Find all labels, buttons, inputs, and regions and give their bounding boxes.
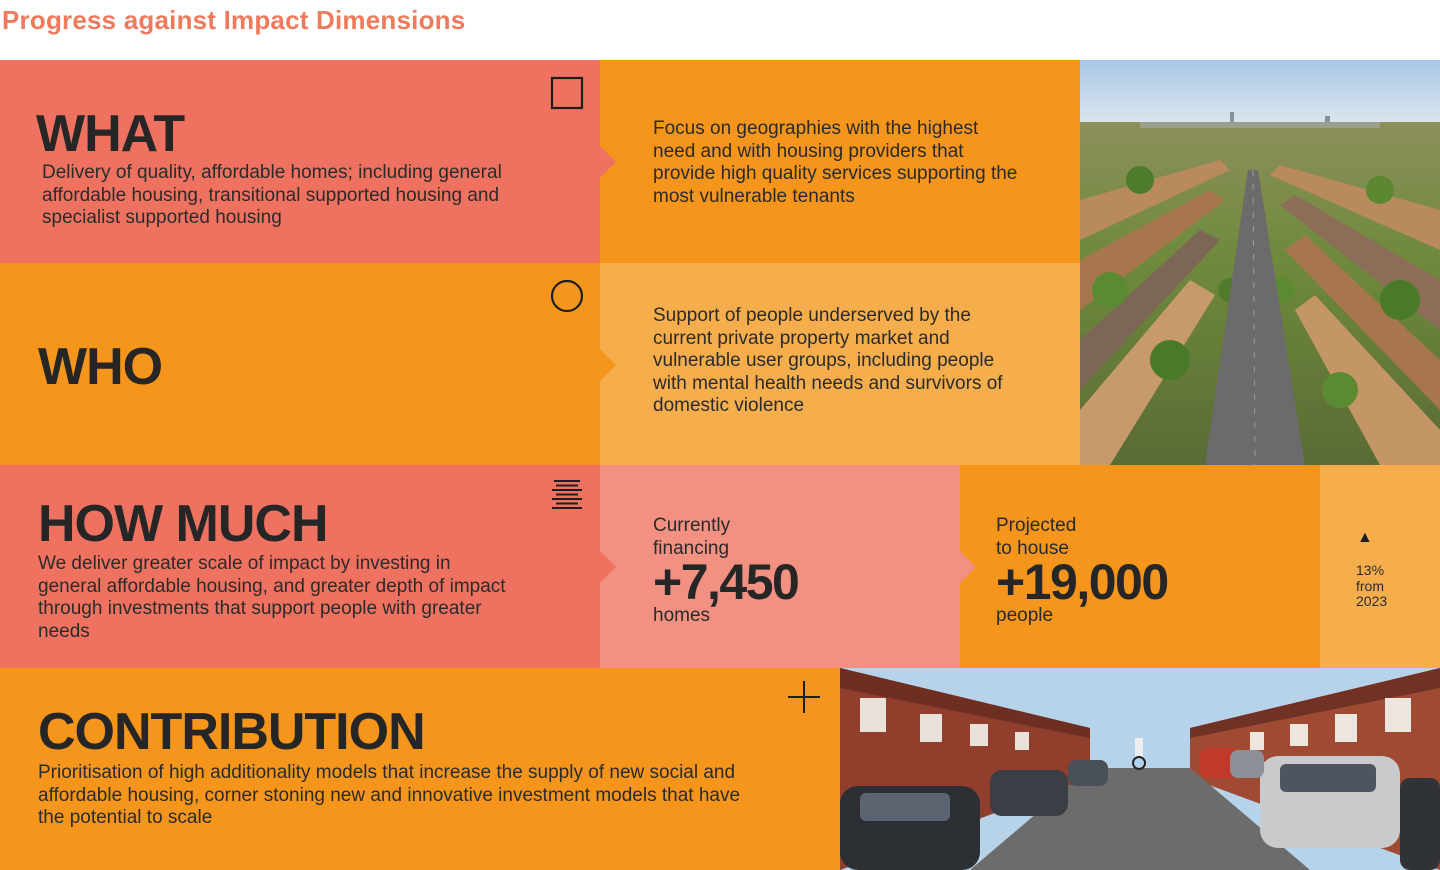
what-notch: [600, 146, 616, 178]
who-heading: WHO: [38, 338, 163, 396]
stat-projected-line1: Projected: [996, 515, 1077, 536]
stat-financing-line2: financing: [653, 537, 730, 559]
what-heading: WHAT: [36, 105, 185, 163]
how-much-heading: HOW MUCH: [38, 495, 328, 553]
page-title: Progress against Impact Dimensions: [2, 5, 466, 35]
what-description: Delivery of quality, affordable homes; including general affordable housing, transitional supported housing and specialist supported housing: [42, 162, 502, 228]
how-much-description: We deliver greater scale of impact by investing in general affordable housing, and greater depth of impact through investments that support people with greater needs: [38, 553, 506, 642]
what-panel: [0, 60, 600, 263]
stat-projected-panel: [960, 465, 1320, 668]
lines-icon: [550, 478, 584, 512]
change-text: [1356, 563, 1387, 610]
plus-icon: [786, 679, 822, 715]
how-much-panel: [0, 465, 600, 668]
stat-projected: [996, 515, 1168, 628]
stat-projected-line2: to house: [996, 537, 1069, 559]
stat-notch: [960, 551, 976, 583]
what-detail: Focus on geographies with the highest need and with housing providers that provide high quality services supporting the most vulnerable tenants: [653, 118, 1018, 207]
up-arrow-icon: ▲: [1357, 529, 1373, 546]
contribution-panel: [0, 668, 840, 870]
change-year: 2023: [1356, 593, 1388, 609]
circle-icon: [549, 278, 585, 314]
square-icon: [550, 76, 584, 110]
change-from: from: [1356, 577, 1384, 594]
stat-financing-value: +7,450: [653, 554, 799, 610]
stat-financing-line1: Currently: [653, 515, 731, 536]
who-detail: Support of people underserved by the current private property market and vulnerable user groups, including people with mental health needs and survivors of domestic violence: [653, 305, 1003, 416]
stat-financing: [653, 515, 798, 628]
street-housing-photo: [840, 668, 1440, 870]
street-photo-illustration: [840, 668, 1440, 870]
aerial-housing-photo: [1080, 60, 1440, 465]
stat-projected-value: +19,000: [996, 554, 1168, 610]
stat-financing-panel: [600, 465, 960, 668]
contribution-heading: CONTRIBUTION: [38, 703, 425, 761]
contribution-description: Prioritisation of high additionality models that increase the supply of new social and affordable housing, corner stoning new and innovative investment models that have the potential to scale: [38, 762, 741, 828]
who-panel: [0, 263, 600, 465]
who-notch: [600, 349, 616, 381]
stat-projected-unit: people: [996, 605, 1054, 626]
aerial-photo-illustration: [1080, 60, 1440, 465]
how-much-notch: [600, 551, 616, 583]
what-detail-panel: [600, 60, 1080, 263]
stat-financing-unit: homes: [653, 605, 711, 626]
change-panel: [1320, 465, 1440, 668]
who-detail-panel: [600, 263, 1080, 465]
change-percent: 13%: [1356, 562, 1385, 578]
